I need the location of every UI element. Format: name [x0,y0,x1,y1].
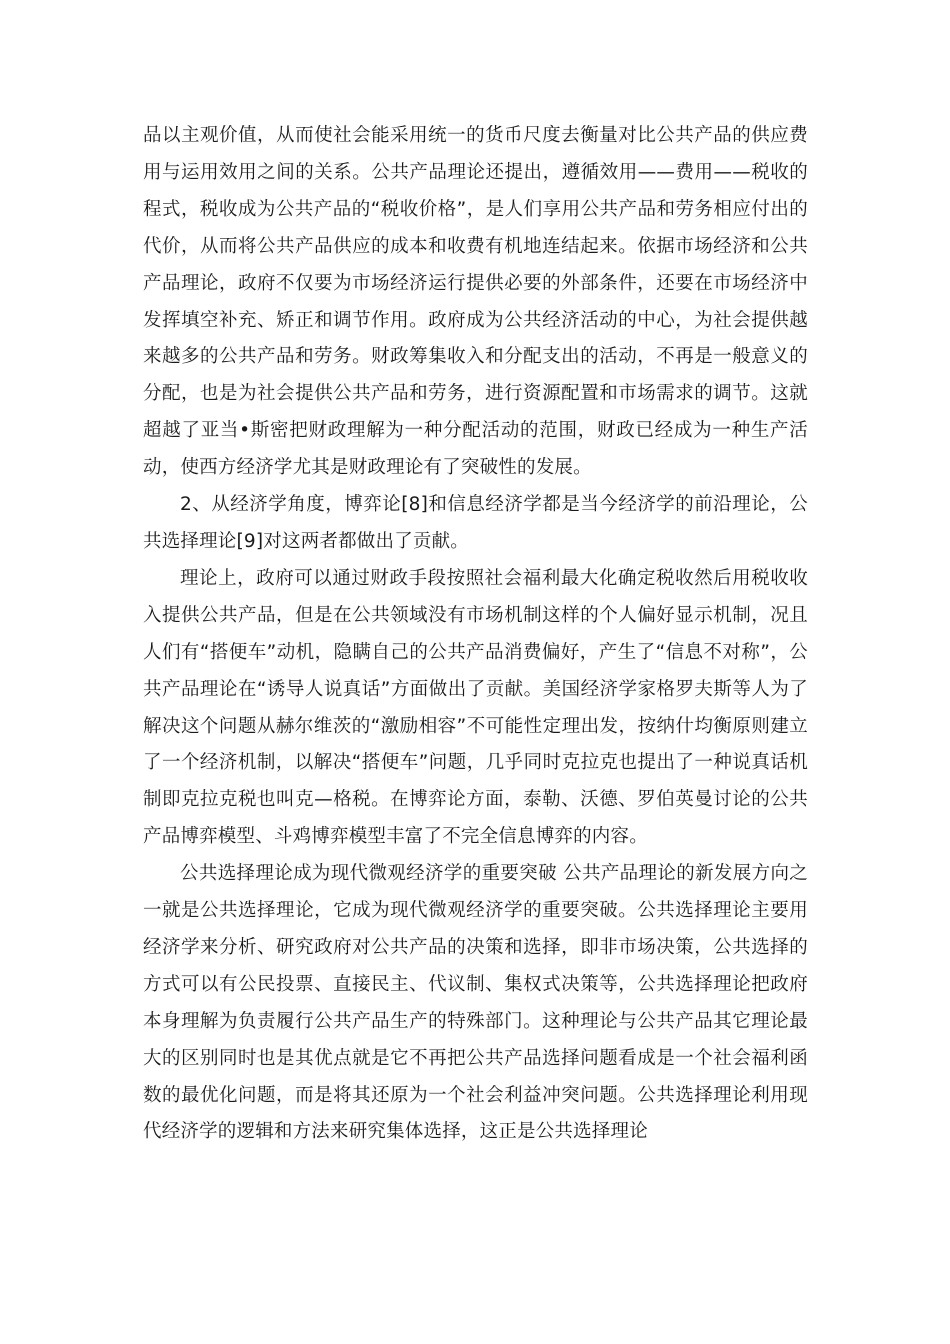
paragraph-information-asymmetry: 理论上，政府可以通过财政手段按照社会福利最大化确定税收然后用税收收入提供公共产品，但是在公共领域没有市场机制这样的个人偏好显示机制，况且人们有“搭便车”动机，隐瞒自己的公共产品消费偏好，产生了“信息不对称”，公共产品理论在“诱导人说真话”方面做出了贡献。美国经济学家格罗夫斯等人为了解决这个问题从赫尔维茨的“激励相容”不可能性定理出发，按纳什均衡原则建立了一个经济机制，以解决“搭便车”问题，几乎同时克拉克也提出了一种说真话机制即克拉克税也叫克—格税。在博弈论方面，泰勒、沃德、罗伯英曼讨论的公共产品博弈模型、斗鸡博弈模型丰富了不完全信息博弈的内容。 [143,567,808,848]
paragraph-public-product-pricing: 品以主观价值，从而使社会能采用统一的货币尺度去衡量对比公共产品的供应费用与运用效用之间的关系。公共产品理论还提出，遵循效用——费用——税收的程式，税收成为公共产品的“税收价格”，是人们享用公共产品和劳务相应付出的代价，从而将公共产品供应的成本和收费有机地连结起来。依据市场经济和公共产品理论，政府不仅要为市场经济运行提供必要的外部条件，还要在市场经济中发挥填空补充、矫正和调节作用。政府成为公共经济活动的中心，为社会提供越来越多的公共产品和劳务。财政筹集收入和分配支出的活动，不再是一般意义的分配，也是为社会提供公共产品和劳务，进行资源配置和市场需求的调节。这就超越了亚当•斯密把财政理解为一种分配活动的范围，财政已经成为一种生产活动，使西方经济学尤其是财政理论有了突破性的发展。 [143,125,808,479]
document-body [143,118,808,1151]
paragraph-public-choice-theory: 公共选择理论成为现代微观经济学的重要突破 公共产品理论的新发展方向之一就是公共选择理论，它成为现代微观经济学的重要突破。公共选择理论主要用经济学来分析、研究政府对公共产品的决策和选择，即非市场决策，公共选择的方式可以有公民投票、直接民主、代议制、集权式决策等，公共选择理论把政府本身理解为负责履行公共产品生产的特殊部门。这种理论与公共产品其它理论最大的区别同时也是其优点就是它不再把公共产品选择问题看成是一个社会福利函数的最优化问题，而是将其还原为一个社会利益冲突问题。公共选择理论利用现代经济学的逻辑和方法来研究集体选择，这正是公共选择理论 [143,863,808,1143]
paragraph-game-theory-point: 2、从经济学角度，博弈论[8]和信息经济学都是当今经济学的前沿理论，公共选择理论[9]对这两者都做出了贡献。 [143,494,808,552]
